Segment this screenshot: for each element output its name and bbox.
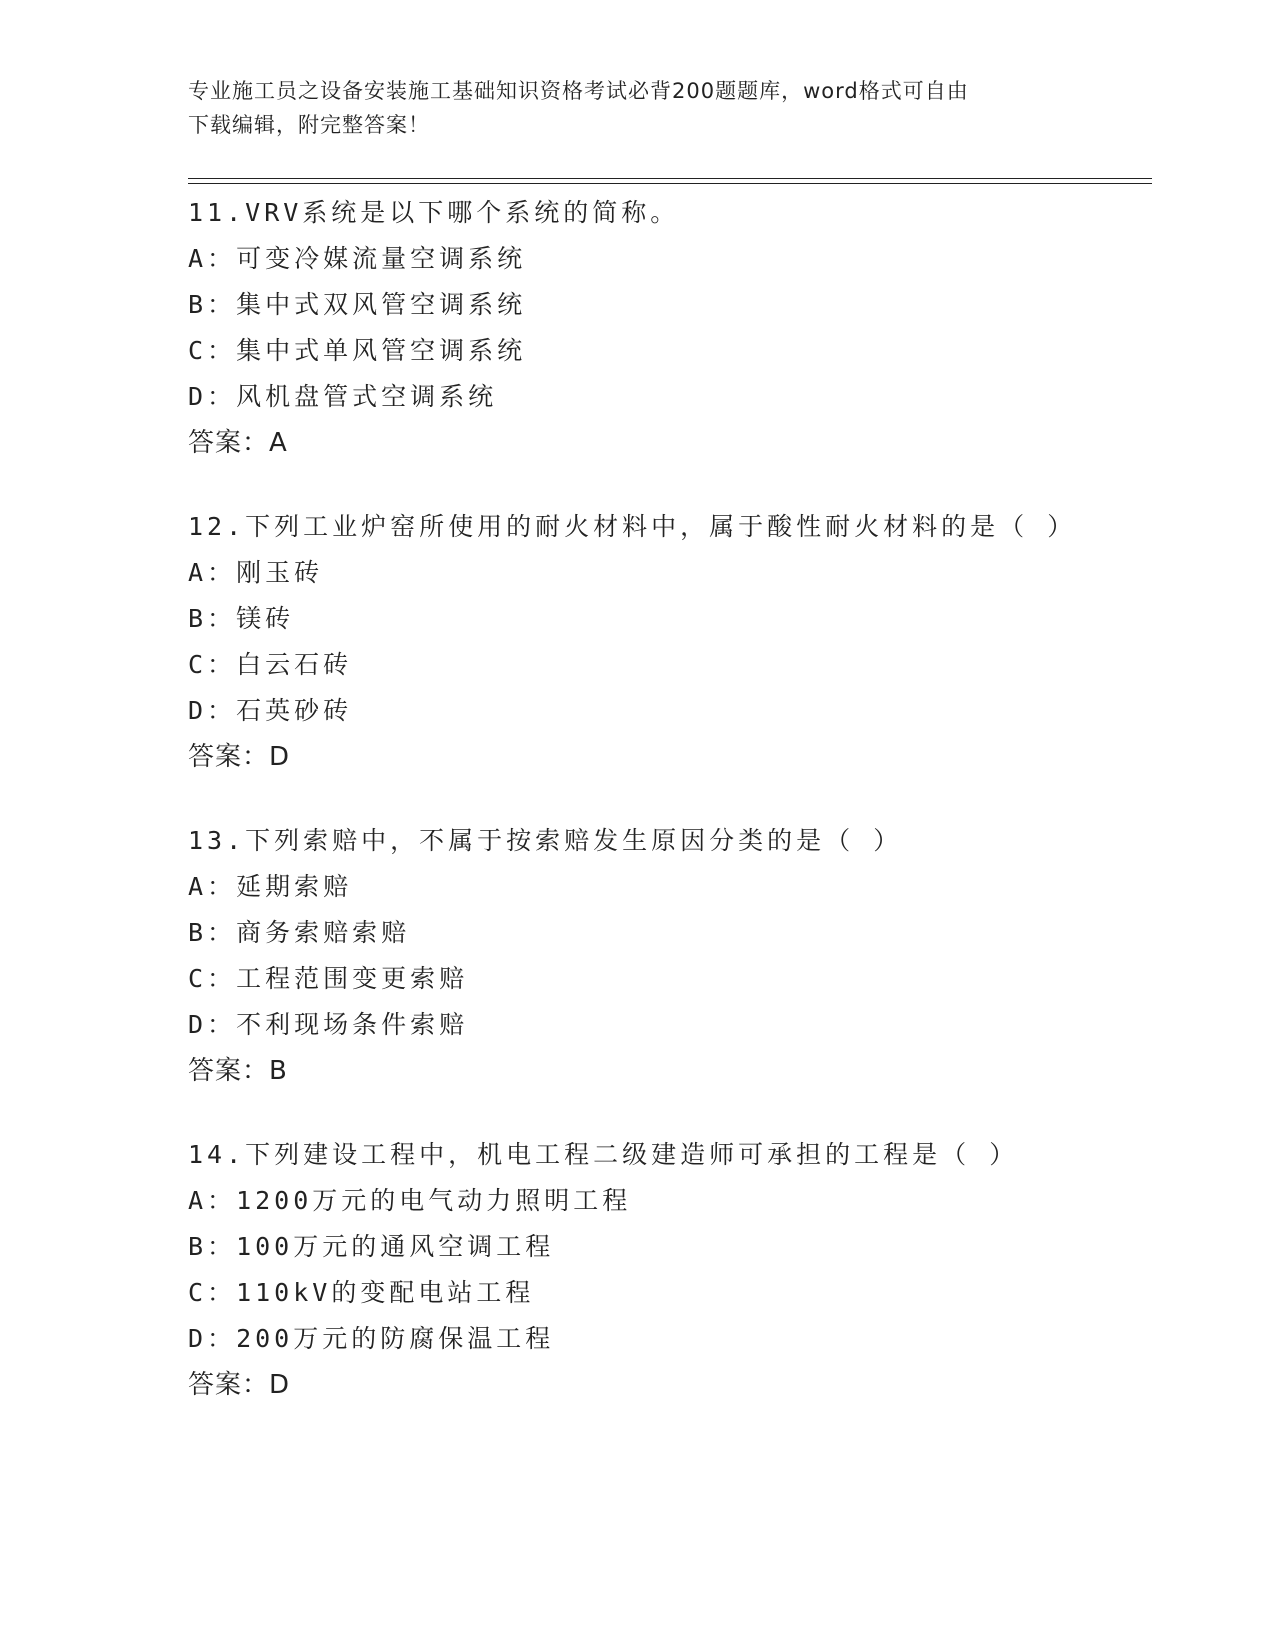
answer-line: 答案：A [188, 428, 288, 458]
option-b [188, 596, 1148, 642]
option-key: C： [188, 650, 237, 679]
option-key: B： [188, 290, 237, 319]
option-key: B： [188, 918, 237, 947]
option-b [188, 910, 1148, 956]
question-stem: 13.下列索赔中，不属于按索赔发生原因分类的是（ ） [188, 826, 903, 855]
option-key: D： [188, 1324, 237, 1353]
option-a [188, 1178, 1148, 1224]
option-text: 白云石砖 [236, 650, 353, 679]
option-b [188, 1224, 1148, 1270]
option-text: 100万元的通风空调工程 [236, 1232, 555, 1261]
header-line-2: 下载编辑，附完整答案！ [188, 113, 430, 137]
question-list [188, 190, 1148, 1446]
option-key: C： [188, 336, 237, 365]
question-12 [188, 504, 1148, 780]
option-text: 不利现场条件索赔 [236, 1010, 469, 1039]
option-key: A： [188, 244, 237, 273]
option-text: 可变冷媒流量空调系统 [236, 244, 527, 273]
question-stem: 12.下列工业炉窑所使用的耐火材料中，属于酸性耐火材料的是（ ） [188, 512, 1077, 541]
answer-line: 答案：B [188, 1056, 288, 1086]
option-text: 集中式双风管空调系统 [236, 290, 527, 319]
option-c [188, 1270, 1148, 1316]
option-text: 工程范围变更索赔 [236, 964, 469, 993]
answer-line: 答案：D [188, 1370, 291, 1400]
option-b [188, 282, 1148, 328]
option-text: 风机盘管式空调系统 [236, 382, 498, 411]
question-stem: 14.下列建设工程中，机电工程二级建造师可承担的工程是（ ） [188, 1140, 1019, 1169]
option-key: A： [188, 872, 237, 901]
document-header [188, 74, 1088, 142]
answer-line: 答案：D [188, 742, 291, 772]
header-divider-bottom [188, 183, 1152, 184]
option-key: A： [188, 1186, 237, 1215]
option-key: B： [188, 604, 237, 633]
option-text: 延期索赔 [236, 872, 353, 901]
option-c [188, 642, 1148, 688]
option-text: 商务索赔索赔 [236, 918, 411, 947]
option-key: C： [188, 1278, 237, 1307]
option-key: B： [188, 1232, 237, 1261]
option-d [188, 688, 1148, 734]
option-d [188, 1316, 1148, 1362]
option-text: 刚玉砖 [236, 558, 324, 587]
question-stem: 11.VRV系统是以下哪个系统的简称。 [188, 198, 680, 227]
option-a [188, 236, 1148, 282]
header-line-1: 专业施工员之设备安装施工基础知识资格考试必背200题题库，word格式可自由 [188, 79, 969, 103]
option-a [188, 864, 1148, 910]
option-a [188, 550, 1148, 596]
option-key: C： [188, 964, 237, 993]
option-c [188, 956, 1148, 1002]
option-text: 集中式单风管空调系统 [236, 336, 527, 365]
option-text: 1200万元的电气动力照明工程 [236, 1186, 632, 1215]
option-text: 110kV的变配电站工程 [236, 1278, 535, 1307]
option-key: D： [188, 382, 237, 411]
question-14 [188, 1132, 1148, 1408]
option-key: D： [188, 696, 237, 725]
option-text: 石英砂砖 [236, 696, 353, 725]
option-text: 镁砖 [236, 604, 295, 633]
header-divider-top [188, 178, 1152, 179]
option-text: 200万元的防腐保温工程 [236, 1324, 555, 1353]
question-11 [188, 190, 1148, 466]
option-key: A： [188, 558, 237, 587]
option-key: D： [188, 1010, 237, 1039]
option-d [188, 374, 1148, 420]
option-d [188, 1002, 1148, 1048]
question-13 [188, 818, 1148, 1094]
option-c [188, 328, 1148, 374]
